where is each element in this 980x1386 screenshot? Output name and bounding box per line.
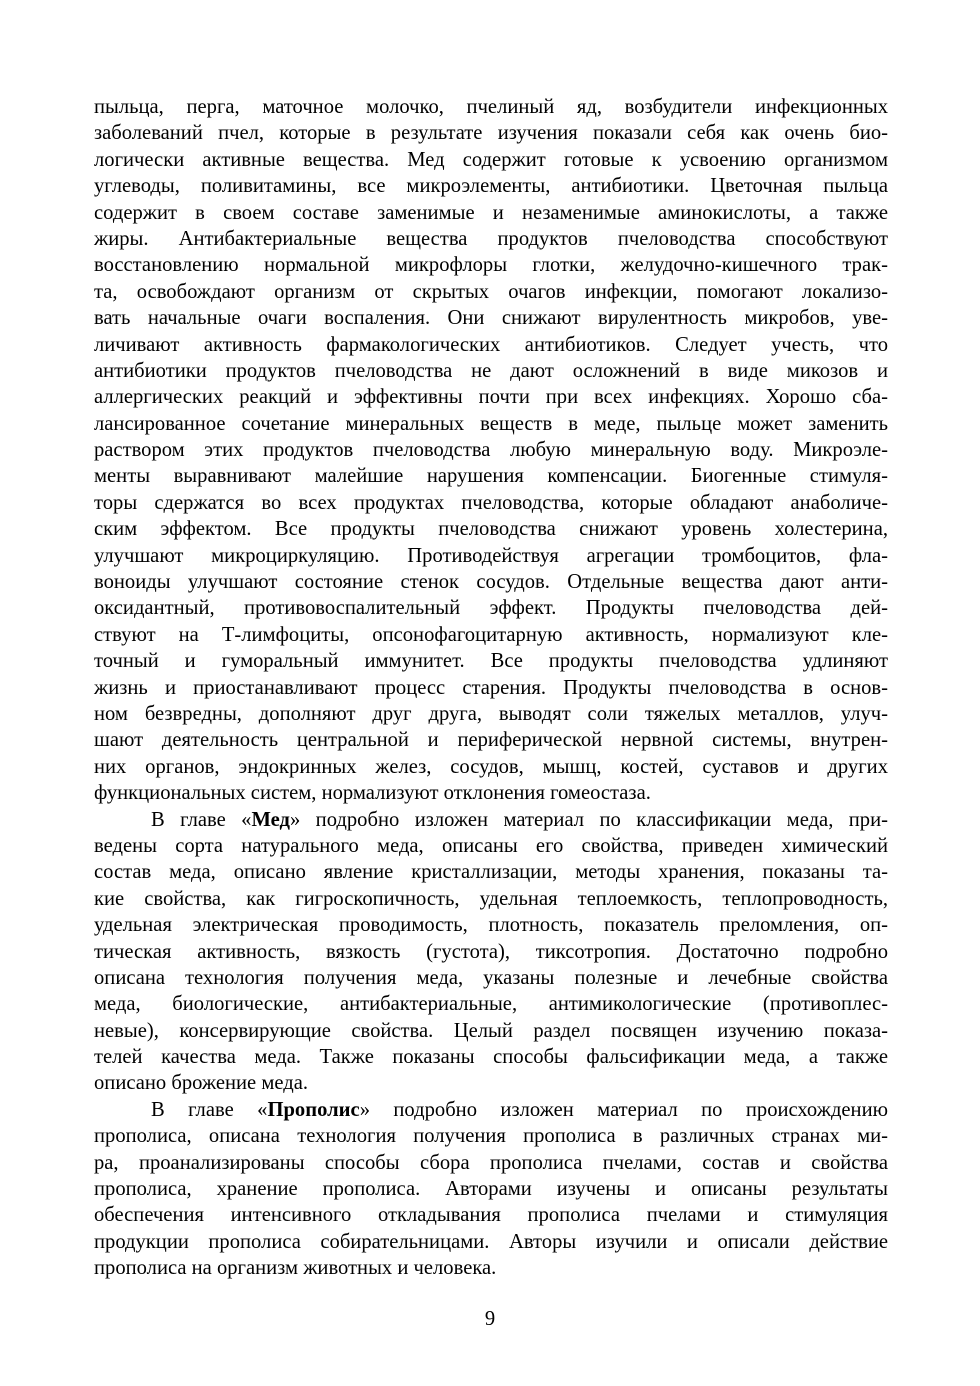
text-line: состав меда, описано явление кристаллизации, методы хранения, показаны та- bbox=[94, 861, 888, 884]
text-line: та, освобождают организм от скрытых очагов инфекции, помогают локализо- bbox=[94, 280, 888, 303]
page-number: 9 bbox=[484, 1308, 496, 1330]
paragraph-bee-products bbox=[94, 94, 888, 807]
text-line: продукции прополиса собирательницами. Авторы изучили и описали действие bbox=[94, 1230, 888, 1253]
text-line: торы сдержатся во всех продуктах пчеловодства, которые обладают анаболиче- bbox=[94, 491, 888, 514]
text-line: описана технология получения меда, указаны полезные и лечебные свойства bbox=[94, 966, 888, 989]
text-line: тическая активность, вязкость (густота), тиксотропия. Достаточно подробно bbox=[94, 940, 888, 963]
text-line: воноиды улучшают состояние стенок сосудов. Отдельные вещества дают анти- bbox=[94, 571, 888, 594]
text-line: ном безвредны, дополняют друг друга, выводят соли тяжелых металлов, улуч- bbox=[94, 702, 888, 725]
text-line: невые), консервирующие свойства. Целый раздел посвящен изучению показа- bbox=[94, 1019, 888, 1042]
text-line: ведены сорта натурального меда, описаны его свойства, приведен химический bbox=[94, 834, 888, 857]
text-line: жизнь и приостанавливают процесс старения. Продукты пчеловодства в основ- bbox=[94, 676, 888, 699]
text-line: логически активные вещества. Мед содержит готовые к усвоению организмом bbox=[94, 148, 888, 171]
text-line: ствуют на Т-лимфоциты, опсонофагоцитарную активность, нормализуют кле- bbox=[94, 623, 888, 646]
text-line: менты выравнивают малейшие нарушения компенсации. Биогенные стимуля- bbox=[94, 465, 888, 488]
text-line: личивают активность фармакологических антибиотиков. Следует учесть, что bbox=[94, 333, 888, 356]
text-line: удельная электрическая проводимость, плотность, показатель преломления, оп- bbox=[94, 914, 888, 937]
text-run: » подробно изложен материал по классификации меда, при- bbox=[289, 808, 888, 831]
text-line: прополиса, описана технология получения прополиса в различных странах ми- bbox=[94, 1125, 888, 1148]
text-line: оксидантный, противовоспалительный эффект. Продукты пчеловодства дей- bbox=[94, 597, 888, 620]
paragraph-honey-chapter bbox=[94, 807, 888, 1097]
text-line: улучшают микроциркуляцию. Противодействуя агрегации тромбоцитов, фла- bbox=[94, 544, 888, 567]
text-line: ра, проанализированы способы сбора прополиса пчелами, состав и свойства bbox=[94, 1151, 888, 1174]
text-line: функциональных систем, нормализуют отклонения гомеостаза. bbox=[94, 782, 651, 805]
chapter-title-propolis: Прополис bbox=[267, 1098, 360, 1121]
text-line: обеспечения интенсивного откладывания прополиса пчелами и стимуляция bbox=[94, 1204, 888, 1227]
text-line bbox=[94, 807, 888, 833]
page-body bbox=[94, 94, 888, 1282]
text-line: раствором этих продуктов пчеловодства любую минеральную воду. Микроэле- bbox=[94, 439, 888, 462]
paragraph-propolis-chapter bbox=[94, 1097, 888, 1282]
text-line: них органов, эндокринных желез, сосудов, мышц, костей, суставов и других bbox=[94, 755, 888, 778]
text-line: лансированное сочетание минеральных веществ в меде, пыльце может заменить bbox=[94, 412, 888, 435]
text-line: прополиса, хранение прополиса. Авторами изучены и описаны результаты bbox=[94, 1178, 888, 1201]
text-line: меда, биологические, антибактериальные, антимикологические (противоплес- bbox=[94, 993, 888, 1016]
text-line: ским эффектом. Все продукты пчеловодства снижают уровень холестерина, bbox=[94, 518, 888, 541]
text-line: аллергических реакций и эффективны почти при всех инфекциях. Хорошо сба- bbox=[94, 386, 888, 409]
text-line: описано брожение меда. bbox=[94, 1072, 308, 1095]
text-line: заболеваний пчел, которые в результате изучения показали себя как очень био- bbox=[94, 122, 888, 145]
text-line: антибиотики продуктов пчеловодства не дают осложнений в виде микозов и bbox=[94, 359, 888, 382]
text-line: точный и гуморальный иммунитет. Все продукты пчеловодства удлиняют bbox=[94, 650, 888, 673]
chapter-title-honey: Мед bbox=[251, 808, 290, 831]
text-line: шают деятельность центральной и периферической нервной системы, внутрен- bbox=[94, 729, 888, 752]
text-line: пыльца, перга, маточное молочко, пчелиный яд, возбудители инфекционных bbox=[94, 96, 888, 118]
text-line: вать начальные очаги воспаления. Они снижают вирулентность микробов, уве- bbox=[94, 307, 888, 330]
text-line: жиры. Антибактериальные вещества продуктов пчеловодства способствуют bbox=[94, 227, 888, 250]
text-line: содержит в своем составе заменимые и незаменимые аминокислоты, а также bbox=[94, 201, 888, 224]
text-line: прополиса на организм животных и человека. bbox=[94, 1257, 497, 1280]
text-run: В главе « bbox=[151, 808, 252, 831]
text-run: » подробно изложен материал по происхождению bbox=[359, 1098, 888, 1121]
text-line: кие свойства, как гигроскопичность, удельная теплоемкость, теплопроводность, bbox=[94, 887, 888, 910]
text-run: В главе « bbox=[151, 1098, 268, 1121]
text-line bbox=[94, 1097, 888, 1123]
text-line: восстановлению нормальной микрофлоры глотки, желудочно-кишечного трак- bbox=[94, 254, 888, 277]
text-line: углеводы, поливитамины, все микроэлементы, антибиотики. Цветочная пыльца bbox=[94, 175, 888, 198]
text-line: телей качества меда. Также показаны способы фальсификации меда, а также bbox=[94, 1046, 888, 1069]
